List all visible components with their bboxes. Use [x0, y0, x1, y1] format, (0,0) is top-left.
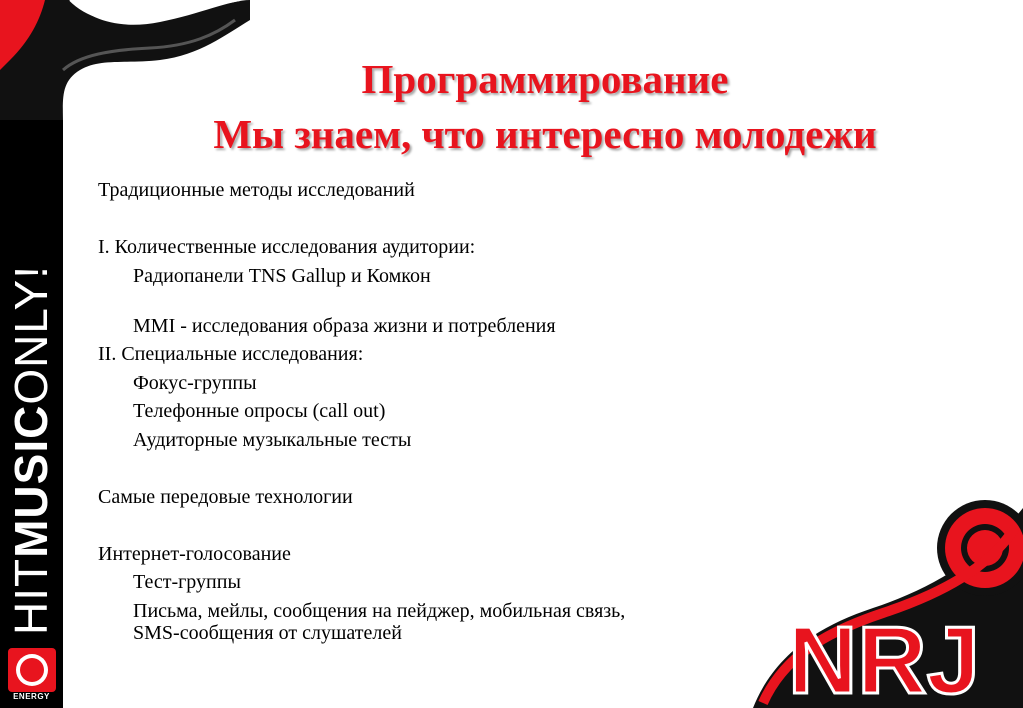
- section-1-heading: I. Количественные исследования аудитории:: [98, 236, 476, 258]
- page-title: [100, 52, 990, 162]
- internet-item: SMS-сообщения от слушателей: [133, 622, 402, 644]
- internet-item: Тест-группы: [133, 571, 241, 593]
- section-1-item: MMI - исследования образа жизни и потребления: [133, 315, 556, 337]
- sidebar-slogan: [5, 265, 57, 635]
- mini-nrj-logo-icon: [8, 648, 56, 692]
- nrj-logo: [753, 488, 1023, 708]
- title-line-2: Мы знаем, что интересно молодежи: [213, 111, 877, 157]
- internet-item: Письма, мейлы, сообщения на пейджер, мобильная связь,: [133, 600, 626, 622]
- title-line-1: Программирование: [361, 56, 729, 102]
- section-2-item: Телефонные опросы (call out): [133, 400, 386, 422]
- section-2-item: Аудиторные музыкальные тесты: [133, 429, 412, 451]
- nrj-logo-text: NRJ: [788, 607, 981, 708]
- section-1-item: Радиопанели TNS Gallup и Комкон: [133, 265, 431, 287]
- sidebar-slogan-hit: HIT: [5, 557, 57, 635]
- traditional-methods-heading: Традиционные методы исследований: [98, 179, 415, 201]
- section-2-item: Фокус-группы: [133, 372, 257, 394]
- sidebar-slogan-music: MUSIC: [5, 404, 57, 558]
- mini-logo-label: ENERGY: [13, 692, 50, 701]
- advanced-technologies-heading: Самые передовые технологии: [98, 486, 353, 508]
- internet-voting-heading: Интернет-голосование: [98, 543, 291, 565]
- section-2-heading: II. Специальные исследования:: [98, 343, 364, 365]
- sidebar-slogan-only: ONLY!: [5, 265, 57, 405]
